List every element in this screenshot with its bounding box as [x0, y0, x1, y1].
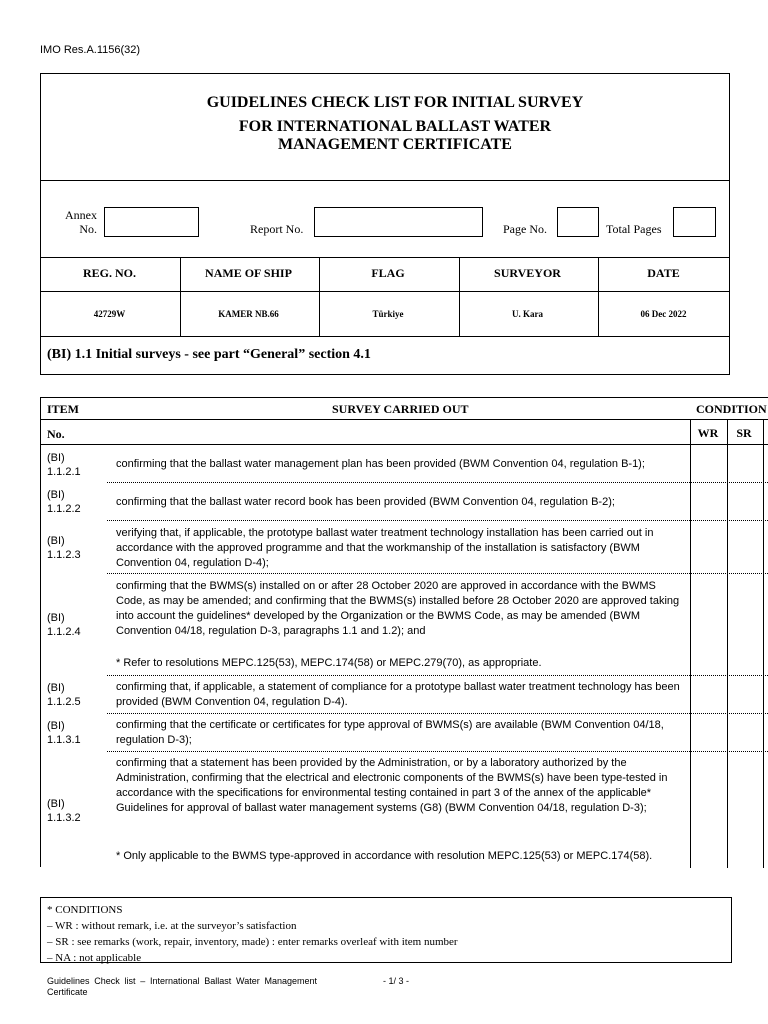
page-no-label: Page No.: [503, 222, 547, 236]
table-row-id: [47, 534, 81, 562]
title-line-1: GUIDELINES CHECK LIST FOR INITIAL SURVEY: [206, 94, 584, 111]
row-separator: [107, 482, 768, 483]
row-separator: [107, 520, 768, 521]
page-no-field[interactable]: [557, 207, 599, 237]
row-separator: [107, 675, 768, 676]
table-row-id: [47, 719, 81, 747]
row-id-number: 1.1.2.5: [47, 696, 81, 708]
condition-header: CONDITION: [696, 402, 767, 416]
row-id-number: 1.1.2.3: [47, 549, 81, 561]
annex-label-line-2: No.: [79, 222, 97, 236]
reg-no-header: REG. NO.: [82, 266, 136, 280]
section-title: (BI) 1.1 Initial surveys - see part “General” section 4.1: [47, 347, 371, 362]
table-row-footnote: * Refer to resolutions MEPC.125(53), MEPC.174(58) or MEPC.279(70), as appropriate.: [116, 657, 542, 669]
row-id-number: 1.1.2.2: [47, 503, 81, 515]
table-row-footnote: * Only applicable to the BWMS type-approved in accordance with resolution MEPC.125(53) or MEPC.174(58).: [116, 850, 653, 862]
item-no-header: No.: [47, 427, 65, 441]
date-value: 06 Dec 2022: [640, 309, 687, 319]
row-id-prefix: (BI): [47, 682, 65, 694]
reg-no-value: 42729W: [93, 309, 126, 319]
table-row-text: confirming that the ballast water record book has been provided (BWM Convention 04, regulation B-2);: [116, 496, 615, 508]
flag-value: Türkiye: [372, 309, 404, 319]
table-row-id: [47, 488, 81, 516]
title-line-2: FOR INTERNATIONAL BALLAST WATER: [238, 118, 552, 135]
row-id-number: 1.1.2.4: [47, 626, 81, 638]
table-row-id: [47, 681, 81, 709]
row-id-prefix: (BI): [47, 535, 65, 547]
survey-header: SURVEY CARRIED OUT: [332, 402, 469, 416]
footer-page-number: - 1/ 3 -: [383, 976, 410, 986]
conditions-legend: [40, 897, 732, 963]
row-id-prefix: (BI): [47, 720, 65, 732]
annex-no-field[interactable]: [104, 207, 199, 237]
document-title: [40, 94, 750, 154]
date-header: DATE: [647, 266, 680, 280]
sr-header: SR: [736, 426, 752, 440]
row-separator: [107, 713, 768, 714]
annex-label-line-1: Annex: [65, 208, 97, 222]
total-pages-field[interactable]: [673, 207, 716, 237]
document-reference: IMO Res.A.1156(32): [40, 44, 141, 56]
row-id-prefix: (BI): [47, 612, 65, 624]
condition-wr: – WR : without remark, i.e. at the surveyor’s satisfaction: [47, 920, 297, 932]
surveyor-header: SURVEYOR: [494, 266, 561, 280]
row-id-prefix: (BI): [47, 489, 65, 501]
condition-na: – NA : not applicable: [47, 952, 142, 964]
total-pages-label: Total Pages: [606, 222, 662, 236]
report-no-field[interactable]: [314, 207, 483, 237]
wr-header: WR: [697, 426, 719, 440]
row-separator: [107, 751, 768, 752]
table-row-text: confirming that a statement has been provided by the Administration, or by a laboratory authorized by the Administration, confirming that the electrical and electronic components of the BWMS(s) have been type-tested in accordance with the specifications for environmental testing contained in part 3 of the annex of the applicable* Guidelines for approval of ballast water management systems (G8) (BWM Convention 04/18, regulation D-3);: [116, 757, 668, 814]
row-id-number: 1.1.3.2: [47, 812, 81, 824]
row-id-prefix: (BI): [47, 452, 65, 464]
row-separator: [107, 573, 768, 574]
row-id-number: 1.1.2.1: [47, 466, 81, 478]
item-header: ITEM: [47, 402, 80, 416]
row-id-number: 1.1.3.1: [47, 734, 81, 746]
footer-document-name: Guidelines Check list – International Ballast Water Management Certificate: [47, 976, 317, 997]
table-row-text: confirming that the BWMS(s) installed on or after 28 October 2020 are approved in accordance with the BWMS Code, as may be amended; and confirming that the BWMS(s) installed before 28 October 2020 are approved taking into account the guidelines* developed by the Organization or the BWMS Code, as may be amended (BWM Convention 04/18, regulation D-3, paragraphs 1.1 and 1.2); and: [116, 580, 680, 637]
flag-header: FLAG: [371, 266, 405, 280]
title-line-3: MANAGEMENT CERTIFICATE: [278, 136, 512, 153]
table-row-id: [47, 451, 81, 479]
table-row-text: confirming that the certificate or certificates for type approval of BWMS(s) are available (BWM Convention 04/18, regulation D-3);: [116, 719, 664, 746]
row-id-prefix: (BI): [47, 798, 65, 810]
annex-label: [63, 208, 97, 236]
condition-sr: – SR : see remarks (work, repair, inventory, made) : enter remarks overleaf with item number: [47, 936, 458, 948]
conditions-title: * CONDITIONS: [47, 904, 123, 916]
report-no-label: Report No.: [250, 222, 304, 236]
table-row-text: confirming that, if applicable, a statement of compliance for a prototype ballast water treatment technology has been provided (BWM Convention 04, regulation D-4).: [116, 681, 680, 708]
table-row-id: [47, 611, 81, 639]
table-row-text: verifying that, if applicable, the prototype ballast water treatment technology installation has been carried out in accordance with the approved programme and that the workmanship of the installation is satisfactory (BWM Convention 04, regulation D-4);: [116, 527, 654, 569]
surveyor-value: U. Kara: [512, 309, 543, 319]
table-row-id: [47, 797, 81, 825]
ship-name-value: KAMER NB.66: [218, 309, 279, 319]
table-row-text: confirming that the ballast water management plan has been provided (BWM Convention 04, regulation B-1);: [116, 458, 645, 470]
ship-name-header: NAME OF SHIP: [205, 266, 292, 280]
